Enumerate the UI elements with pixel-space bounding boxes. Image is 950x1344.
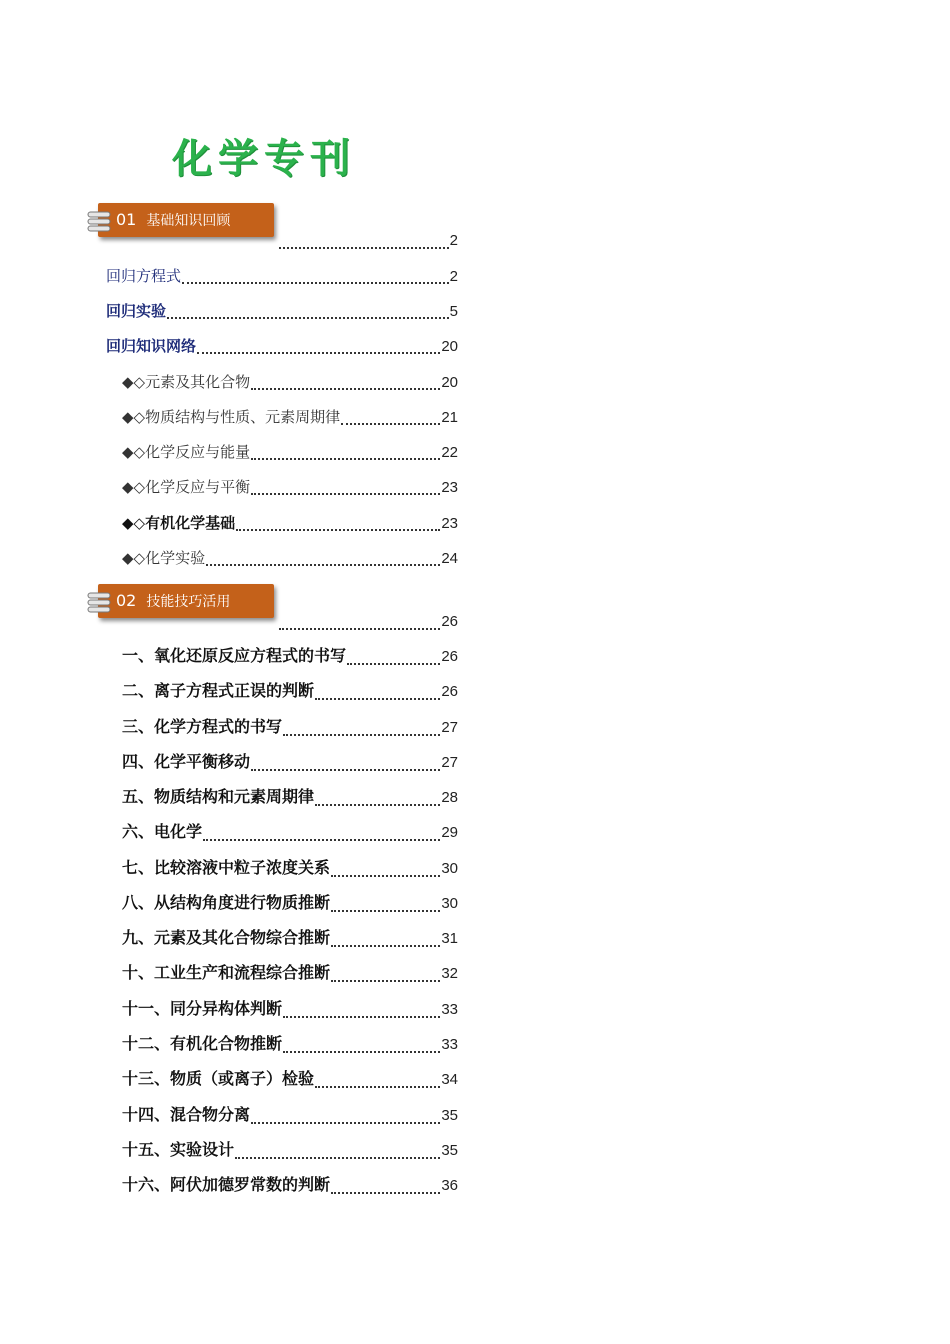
entry-label: 七、比较溶液中粒子浓度关系: [122, 860, 331, 877]
page-number: 30: [441, 895, 458, 912]
leader-dots: [167, 317, 449, 319]
toc-entry[interactable]: [122, 857, 458, 881]
toc-entry[interactable]: [122, 962, 458, 986]
leader-dots: [331, 1192, 440, 1194]
toc-entry[interactable]: [122, 821, 458, 845]
page-number: 5: [449, 303, 458, 320]
leader-dots: [331, 875, 440, 877]
page-number: 35: [441, 1107, 458, 1124]
leader-dots: [279, 247, 449, 249]
page-number: 2: [449, 232, 458, 249]
page-number: 29: [441, 824, 458, 841]
leader-dots: [235, 1157, 440, 1159]
section-banner-basic-review[interactable]: [86, 203, 276, 241]
leader-dots: [197, 352, 440, 354]
toc-entry[interactable]: [122, 751, 458, 775]
toc-entry[interactable]: [122, 716, 458, 740]
toc-entry[interactable]: [106, 299, 458, 323]
page-number: 32: [441, 965, 458, 982]
binder-rings-icon: [86, 207, 114, 235]
page-number: 20: [441, 374, 458, 391]
leader-dots: [331, 945, 440, 947]
toc-entry[interactable]: [122, 440, 458, 464]
toc-entry[interactable]: [122, 1068, 458, 1092]
section-banner-skills[interactable]: [86, 584, 276, 622]
entry-label: 六、电化学: [122, 824, 203, 841]
page-number: 33: [441, 1001, 458, 1018]
leader-dots: [341, 423, 440, 425]
toc-entry-section-01[interactable]: [278, 229, 458, 253]
page-number: 33: [441, 1036, 458, 1053]
entry-label: ◆◇元素及其化合物: [122, 373, 251, 391]
entry-label: 回归实验: [106, 302, 167, 320]
toc-entry[interactable]: [122, 1104, 458, 1128]
toc-entry[interactable]: [122, 998, 458, 1022]
leader-dots: [283, 1051, 440, 1053]
page-number: 22: [441, 444, 458, 461]
toc-entry[interactable]: [122, 680, 458, 704]
leader-dots: [251, 1122, 440, 1124]
toc-entry[interactable]: [122, 645, 458, 669]
leader-dots: [203, 839, 440, 841]
entry-label: 五、物质结构和元素周期律: [122, 789, 315, 806]
leader-dots: [251, 388, 440, 390]
leader-dots: [283, 734, 440, 736]
entry-label: 八、从结构角度进行物质推断: [122, 895, 331, 912]
toc-entry[interactable]: [106, 264, 458, 288]
entry-label: 十六、阿伏加德罗常数的判断: [122, 1177, 331, 1194]
leader-dots: [315, 804, 440, 806]
toc-entry[interactable]: [122, 405, 458, 429]
page-number: 2: [449, 268, 458, 285]
entry-label: ◆◇化学反应与平衡: [122, 478, 251, 496]
toc-entry-section-02[interactable]: [278, 610, 458, 634]
page-number: 23: [441, 515, 458, 532]
entry-label: 回归知识网络: [106, 337, 197, 355]
page-number: 35: [441, 1142, 458, 1159]
entry-label: 三、化学方程式的书写: [122, 719, 283, 736]
page-number: 34: [441, 1071, 458, 1088]
page-number: 28: [441, 789, 458, 806]
toc-entry[interactable]: [106, 334, 458, 358]
entry-label: ◆◇物质结构与性质、元素周期律: [122, 408, 341, 426]
entry-label: 回归方程式: [106, 267, 182, 285]
entry-label: 十五、实验设计: [122, 1142, 235, 1159]
toc-entry[interactable]: [122, 475, 458, 499]
entry-label: 十一、同分异构体判断: [122, 1001, 283, 1018]
page-number: 26: [441, 648, 458, 665]
entry-label: 十三、物质（或离子）检验: [122, 1071, 315, 1088]
section-banner-plate: [98, 203, 274, 237]
page-number: 26: [441, 683, 458, 700]
entry-label: 十四、混合物分离: [122, 1107, 251, 1124]
section-banner-plate: [98, 584, 274, 618]
entry-label: ◆◇有机化学基础: [122, 514, 236, 532]
leader-dots: [283, 1016, 440, 1018]
page-number: 24: [441, 550, 458, 567]
leader-dots: [331, 980, 440, 982]
leader-dots: [251, 769, 440, 771]
toc-entry[interactable]: [122, 786, 458, 810]
page-number: 21: [441, 409, 458, 426]
toc-entry[interactable]: [122, 546, 458, 570]
entry-label: 二、离子方程式正误的判断: [122, 683, 315, 700]
leader-dots: [251, 458, 440, 460]
page-number: 20: [441, 338, 458, 355]
toc-entry[interactable]: [122, 1174, 458, 1198]
entry-label: ◆◇化学反应与能量: [122, 443, 251, 461]
toc-entry[interactable]: [122, 927, 458, 951]
section-number: 01: [116, 210, 137, 229]
leader-dots: [251, 493, 440, 495]
leader-dots: [206, 564, 440, 566]
section-title: 基础知识回顾: [146, 213, 231, 229]
entry-label: ◆◇化学实验: [122, 549, 206, 567]
toc-entry[interactable]: [122, 892, 458, 916]
leader-dots: [279, 628, 440, 630]
binder-rings-icon: [86, 588, 114, 616]
entry-label: 一、氧化还原反应方程式的书写: [122, 648, 347, 665]
page-number: 27: [441, 754, 458, 771]
leader-dots: [331, 910, 440, 912]
page-number: 27: [441, 719, 458, 736]
toc-entry[interactable]: [122, 1139, 458, 1163]
page-number: 26: [441, 613, 458, 630]
leader-dots: [236, 529, 440, 531]
leader-dots: [182, 282, 449, 284]
page-number: 31: [441, 930, 458, 947]
section-number: 02: [116, 591, 137, 610]
section-title: 技能技巧活用: [146, 594, 231, 610]
entry-label: 十、工业生产和流程综合推断: [122, 965, 331, 982]
page-number: 30: [441, 860, 458, 877]
toc-entry[interactable]: [122, 511, 458, 535]
leader-dots: [347, 663, 440, 665]
entry-label: 四、化学平衡移动: [122, 754, 251, 771]
toc-entry[interactable]: [122, 370, 458, 394]
entry-label: 十二、有机化合物推断: [122, 1036, 283, 1053]
toc-entry[interactable]: [122, 1033, 458, 1057]
leader-dots: [315, 698, 440, 700]
page-number: 36: [441, 1177, 458, 1194]
entry-label: 九、元素及其化合物综合推断: [122, 930, 331, 947]
leader-dots: [315, 1086, 440, 1088]
page-title: 化学专刊: [172, 136, 356, 182]
page-number: 23: [441, 479, 458, 496]
